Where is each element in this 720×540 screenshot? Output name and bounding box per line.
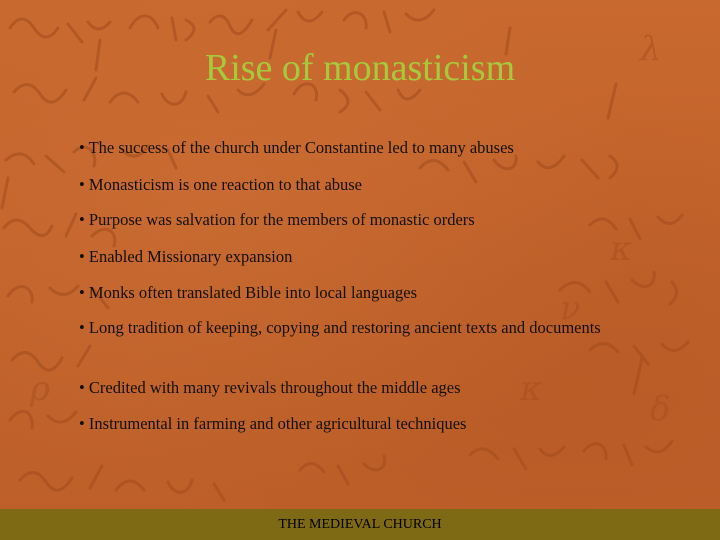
svg-text:λ: λ <box>640 29 662 69</box>
bullet-item: • Credited with many revivals throughout the middle ages <box>79 378 461 397</box>
bullet-item: • Monasticism is one reaction to that abuse <box>79 175 363 194</box>
slide-title: Rise of monasticism <box>204 47 516 89</box>
bullet-item: • Instrumental in farming and other agricultural techniques <box>79 414 467 433</box>
svg-text:κ: κ <box>610 229 633 269</box>
bullet-item: • Enabled Missionary expansion <box>79 247 293 266</box>
footer-text: THE MEDIEVAL CHURCH <box>278 517 442 532</box>
bullet-item: • Monks often translated Bible into local languages <box>79 283 417 302</box>
bullet-item: • The success of the church under Constantine led to many abuses <box>79 138 514 157</box>
svg-text:δ: δ <box>650 389 671 429</box>
svg-text:ρ: ρ <box>30 369 50 409</box>
svg-text:κ: κ <box>520 369 543 409</box>
bullet-item: • Long tradition of keeping, copying and restoring ancient texts and documents <box>79 318 601 337</box>
svg-text:ν: ν <box>560 289 581 329</box>
bullet-item: • Purpose was salvation for the members of monastic orders <box>79 210 475 229</box>
